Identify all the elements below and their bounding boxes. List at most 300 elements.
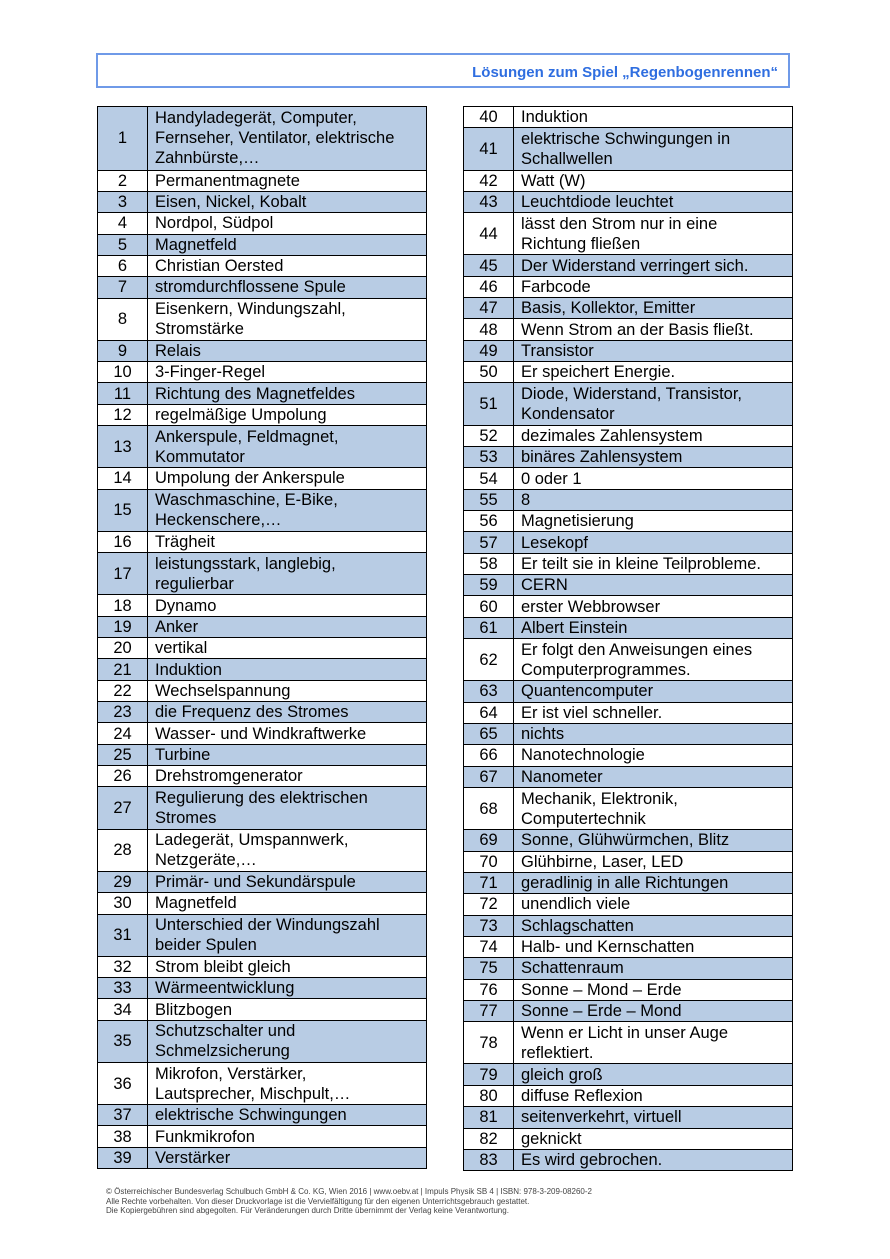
answer-number: 75 (464, 958, 514, 979)
table-row (98, 1020, 427, 1062)
answer-line: elektrische Schwingungen (155, 1106, 347, 1125)
answer-number: 63 (464, 681, 514, 702)
answer-number: 11 (98, 383, 148, 404)
answer-text (514, 1085, 793, 1106)
answer-text (514, 383, 793, 425)
answer-line: Computertechnik (521, 809, 646, 828)
answer-line: vertikal (155, 639, 208, 658)
table-row (98, 298, 427, 340)
table-row (464, 872, 793, 893)
table-row (98, 787, 427, 829)
answer-text (514, 958, 793, 979)
answer-text (514, 788, 793, 830)
table-row (98, 638, 427, 659)
answer-text (148, 680, 427, 701)
answer-number: 27 (98, 787, 148, 829)
answer-line: Er teilt sie in kleine Teilprobleme. (521, 554, 761, 573)
answer-number: 19 (98, 616, 148, 637)
table-row (98, 1147, 427, 1168)
answer-text (514, 872, 793, 893)
table-row (98, 1105, 427, 1126)
answer-text (148, 191, 427, 212)
answer-line: Wenn er Licht in unser Auge (521, 1023, 728, 1042)
table-row (98, 404, 427, 425)
answer-text (148, 999, 427, 1020)
answer-number: 55 (464, 489, 514, 510)
answer-number: 48 (464, 319, 514, 340)
answer-text (148, 468, 427, 489)
answer-number: 67 (464, 766, 514, 787)
answer-number: 51 (464, 383, 514, 425)
answer-text (148, 659, 427, 680)
answer-line: Eisenkern, Windungszahl, (155, 300, 346, 319)
answer-text (148, 213, 427, 234)
answer-number: 7 (98, 277, 148, 298)
answer-text (148, 616, 427, 637)
answer-number: 68 (464, 788, 514, 830)
table-row (98, 553, 427, 595)
table-row (464, 979, 793, 1000)
answer-number: 4 (98, 213, 148, 234)
answer-text (514, 617, 793, 638)
answer-line: geknickt (521, 1129, 582, 1148)
answer-number: 35 (98, 1020, 148, 1062)
answer-number: 1 (98, 107, 148, 171)
table-row (98, 702, 427, 723)
table-row (464, 468, 793, 489)
answer-line: Richtung fließen (521, 234, 641, 253)
answer-line: leistungsstark, langlebig, (155, 554, 336, 573)
answer-text (514, 702, 793, 723)
answer-number: 78 (464, 1022, 514, 1064)
answer-line: Er folgt den Anweisungen eines (521, 640, 753, 659)
table-row (98, 978, 427, 999)
table-row (98, 191, 427, 212)
answer-number: 80 (464, 1085, 514, 1106)
answer-line: Anker (155, 617, 199, 636)
answer-line: Waschmaschine, E-Bike, (155, 491, 338, 510)
answer-number: 18 (98, 595, 148, 616)
answer-number: 44 (464, 213, 514, 255)
table-row (464, 128, 793, 170)
answer-number: 6 (98, 255, 148, 276)
answer-line: Kommutator (155, 447, 245, 466)
answer-number: 40 (464, 107, 514, 128)
answer-text (514, 532, 793, 553)
table-row (464, 788, 793, 830)
answer-line: Regulierung des elektrischen (155, 789, 368, 808)
answer-text (148, 234, 427, 255)
answer-number: 28 (98, 829, 148, 871)
table-row (464, 362, 793, 383)
answer-text (148, 638, 427, 659)
table-row (464, 596, 793, 617)
table-row (464, 425, 793, 446)
table-row (98, 362, 427, 383)
table-row (464, 532, 793, 553)
answer-number: 8 (98, 298, 148, 340)
table-row (464, 1107, 793, 1128)
table-row (464, 745, 793, 766)
answer-number: 71 (464, 872, 514, 893)
answer-text (148, 531, 427, 552)
answer-number: 16 (98, 531, 148, 552)
table-row (98, 723, 427, 744)
answer-line: Turbine (155, 745, 211, 764)
table-row (464, 511, 793, 532)
table-row (464, 723, 793, 744)
answer-line: stromdurchflossene Spule (155, 278, 346, 297)
table-row (98, 893, 427, 914)
answer-number: 76 (464, 979, 514, 1000)
answer-line: Verstärker (155, 1148, 231, 1167)
answer-text (148, 340, 427, 361)
answer-text (148, 871, 427, 892)
answer-text (148, 383, 427, 404)
table-row (464, 255, 793, 276)
table-row (98, 659, 427, 680)
table-row (464, 553, 793, 574)
answer-text (514, 298, 793, 319)
answer-line: Relais (155, 341, 201, 360)
table-row (98, 1062, 427, 1104)
answer-line: Mechanik, Elektronik, (521, 789, 678, 808)
table-row (464, 170, 793, 191)
table-row (98, 744, 427, 765)
answer-text (514, 340, 793, 361)
table-row (464, 213, 793, 255)
answer-line: Diode, Widerstand, Transistor, (521, 385, 743, 404)
answer-line: Stromes (155, 809, 217, 828)
answer-text (514, 1107, 793, 1128)
table-row (98, 531, 427, 552)
answer-line: CERN (521, 576, 568, 595)
answer-line: Er speichert Energie. (521, 363, 676, 382)
answer-line: Netzgeräte,… (155, 851, 257, 870)
answer-text (148, 744, 427, 765)
answer-line: diffuse Reflexion (521, 1086, 643, 1105)
answer-text (514, 1149, 793, 1170)
answer-line: 3-Finger-Regel (155, 363, 266, 382)
answer-line: regulierbar (155, 574, 234, 593)
answer-text (514, 489, 793, 510)
answer-text (148, 702, 427, 723)
table-row (464, 1085, 793, 1106)
answer-number: 13 (98, 426, 148, 468)
answer-number: 57 (464, 532, 514, 553)
table-row (464, 915, 793, 936)
answer-line: Funkmikrofon (155, 1127, 255, 1146)
table-row (464, 447, 793, 468)
table-row (464, 702, 793, 723)
answer-text (514, 1000, 793, 1021)
footer-line: © Österreichischer Bundesverlag Schulbuch GmbH & Co. KG, Wien 2016 | www.oebv.at | Impuls Physik SB 4 | ISBN: 978-3-209-08260-2 (106, 1187, 592, 1196)
answer-number: 36 (98, 1062, 148, 1104)
answer-line: Nordpol, Südpol (155, 214, 274, 233)
answer-text (148, 978, 427, 999)
answer-line: Permanentmagnete (155, 171, 300, 190)
table-row (98, 956, 427, 977)
answer-line: Watt (W) (521, 171, 586, 190)
answer-line: beider Spulen (155, 936, 257, 955)
table-row (98, 766, 427, 787)
answer-line: Transistor (521, 341, 594, 360)
answer-text (514, 213, 793, 255)
answer-text (514, 170, 793, 191)
footer-line: Alle Rechte vorbehalten. Von dieser Druckvorlage ist die Vervielfältigung für den eigenen Unterrichtsgebrauch gestattet. (106, 1196, 530, 1206)
answer-number: 70 (464, 851, 514, 872)
answer-number: 32 (98, 956, 148, 977)
answer-text (514, 319, 793, 340)
answer-text (514, 766, 793, 787)
answer-line: Richtung des Magnetfeldes (155, 384, 355, 403)
table-row (98, 616, 427, 637)
table-row (464, 1022, 793, 1064)
answer-line: Induktion (155, 660, 222, 679)
page-title: Lösungen zum Spiel „Regenbogenrennen“ (472, 64, 778, 81)
answer-line: Leuchtdiode leuchtet (521, 193, 674, 212)
answer-number: 58 (464, 553, 514, 574)
answer-text (148, 723, 427, 744)
answer-text (514, 511, 793, 532)
answer-number: 65 (464, 723, 514, 744)
table-row (464, 191, 793, 212)
answer-number: 37 (98, 1105, 148, 1126)
answer-line: Der Widerstand verringert sich. (521, 256, 749, 275)
answer-text (514, 1022, 793, 1064)
answer-line: Quantencomputer (521, 682, 654, 701)
answer-line: die Frequenz des Stromes (155, 703, 349, 722)
answer-line: lässt den Strom nur in eine (521, 214, 718, 233)
table-row (464, 1149, 793, 1170)
answer-number: 61 (464, 617, 514, 638)
answer-line: Wenn Strom an der Basis fließt. (521, 320, 754, 339)
answer-number: 26 (98, 766, 148, 787)
answer-number: 62 (464, 639, 514, 681)
answer-line: Zahnbürste,… (155, 149, 260, 168)
answer-number: 14 (98, 468, 148, 489)
answer-line: Kondensator (521, 405, 615, 424)
answer-line: 0 oder 1 (521, 469, 582, 488)
answer-text (148, 107, 427, 171)
answer-text (148, 404, 427, 425)
answer-number: 23 (98, 702, 148, 723)
answer-number: 79 (464, 1064, 514, 1085)
answer-number: 30 (98, 893, 148, 914)
answer-line: Christian Oersted (155, 257, 284, 276)
answer-line: dezimales Zahlensystem (521, 426, 703, 445)
answer-number: 34 (98, 999, 148, 1020)
table-row (98, 914, 427, 956)
answer-number: 74 (464, 936, 514, 957)
table-row (464, 276, 793, 297)
answer-number: 39 (98, 1147, 148, 1168)
answer-number: 12 (98, 404, 148, 425)
answer-line: Umpolung der Ankerspule (155, 469, 345, 488)
answer-text (148, 766, 427, 787)
answer-text (148, 277, 427, 298)
table-row (98, 999, 427, 1020)
answer-line: Induktion (521, 108, 588, 127)
answer-number: 47 (464, 298, 514, 319)
answer-number: 3 (98, 191, 148, 212)
answer-number: 43 (464, 191, 514, 212)
answer-text (148, 956, 427, 977)
table-row (464, 681, 793, 702)
answer-text (514, 128, 793, 170)
answer-number: 22 (98, 680, 148, 701)
answer-text (148, 914, 427, 956)
table-row (464, 958, 793, 979)
answer-text (514, 255, 793, 276)
answer-line: Magnetisierung (521, 512, 634, 531)
answer-line: erster Webbrowser (521, 597, 661, 616)
answer-line: Sonne – Erde – Mond (521, 1002, 682, 1021)
answer-number: 33 (98, 978, 148, 999)
answer-line: Albert Einstein (521, 618, 628, 637)
answer-text (514, 1064, 793, 1085)
answer-text (514, 596, 793, 617)
answer-line: Lautsprecher, Mischpult,… (155, 1084, 351, 1103)
answer-text (514, 447, 793, 468)
answer-line: Blitzbogen (155, 1000, 233, 1019)
answer-number: 54 (464, 468, 514, 489)
answer-number: 17 (98, 553, 148, 595)
answer-number: 20 (98, 638, 148, 659)
answer-text (148, 298, 427, 340)
answer-line: Stromstärke (155, 320, 244, 339)
header-box (96, 53, 790, 88)
table-row (98, 383, 427, 404)
answer-line: Dynamo (155, 596, 217, 615)
answer-line: reflektiert. (521, 1043, 594, 1062)
answer-text (514, 830, 793, 851)
answer-text (148, 595, 427, 616)
answer-text (514, 894, 793, 915)
table-row (464, 936, 793, 957)
answer-text (148, 362, 427, 383)
answer-number: 15 (98, 489, 148, 531)
answer-line: Fernseher, Ventilator, elektrische (155, 129, 395, 148)
answer-line: Mikrofon, Verstärker, (155, 1064, 307, 1083)
table-row (98, 829, 427, 871)
answer-line: Handyladegerät, Computer, (155, 109, 357, 128)
answer-number: 82 (464, 1128, 514, 1149)
answer-number: 31 (98, 914, 148, 956)
table-row (464, 1000, 793, 1021)
answer-number: 72 (464, 894, 514, 915)
answer-number: 52 (464, 425, 514, 446)
table-row (98, 489, 427, 531)
table-row (464, 107, 793, 128)
answer-line: Schlagschatten (521, 916, 634, 935)
answer-line: Ankerspule, Feldmagnet, (155, 427, 339, 446)
answer-text (514, 575, 793, 596)
answer-number: 21 (98, 659, 148, 680)
answer-line: Halb- und Kernschatten (521, 938, 695, 957)
answer-text (148, 170, 427, 191)
answer-text (148, 1105, 427, 1126)
answer-text (148, 1062, 427, 1104)
answer-number: 24 (98, 723, 148, 744)
table-row (464, 617, 793, 638)
answer-line: Es wird gebrochen. (521, 1151, 663, 1170)
answer-text (148, 787, 427, 829)
answer-line: Magnetfeld (155, 235, 237, 254)
answer-text (514, 276, 793, 297)
answer-line: Drehstromgenerator (155, 767, 303, 786)
table-row (464, 340, 793, 361)
answer-line: Schallwellen (521, 149, 613, 168)
table-row (98, 234, 427, 255)
answer-text (148, 1020, 427, 1062)
answer-text (514, 936, 793, 957)
answer-number: 9 (98, 340, 148, 361)
answer-text (514, 1128, 793, 1149)
answer-line: gleich groß (521, 1065, 603, 1084)
table-row (98, 595, 427, 616)
answer-text (148, 426, 427, 468)
table-row (464, 575, 793, 596)
answer-line: Schmelzsicherung (155, 1042, 290, 1061)
answer-text (514, 362, 793, 383)
answer-text (514, 107, 793, 128)
answer-number: 25 (98, 744, 148, 765)
answer-number: 60 (464, 596, 514, 617)
answer-text (514, 979, 793, 1000)
answer-line: Wasser- und Windkraftwerke (155, 724, 367, 743)
answer-number: 83 (464, 1149, 514, 1170)
answer-number: 73 (464, 915, 514, 936)
answer-number: 81 (464, 1107, 514, 1128)
table-row (98, 107, 427, 171)
answer-line: Farbcode (521, 277, 591, 296)
table-row (98, 1126, 427, 1147)
table-row (464, 830, 793, 851)
answer-line: Trägheit (155, 533, 215, 552)
answer-text (148, 893, 427, 914)
answer-line: Strom bleibt gleich (155, 957, 291, 976)
answer-line: Wärmeentwicklung (155, 979, 295, 998)
solutions-table-right (463, 106, 793, 1171)
table-row (98, 277, 427, 298)
answer-text (514, 425, 793, 446)
answer-line: Primär- und Sekundärspule (155, 873, 356, 892)
answer-line: Eisen, Nickel, Kobalt (155, 193, 307, 212)
table-row (464, 894, 793, 915)
answer-line: Sonne, Glühwürmchen, Blitz (521, 831, 730, 850)
answer-text (514, 745, 793, 766)
answer-line: Nanometer (521, 767, 603, 786)
answer-text (514, 723, 793, 744)
answer-number: 49 (464, 340, 514, 361)
answer-line: Schattenraum (521, 959, 624, 978)
answer-text (514, 553, 793, 574)
copyright-footer (106, 1187, 592, 1216)
answer-number: 38 (98, 1126, 148, 1147)
answer-line: Sonne – Mond – Erde (521, 980, 682, 999)
table-row (98, 426, 427, 468)
table-row (98, 468, 427, 489)
answer-text (148, 829, 427, 871)
answer-line: Heckenschere,… (155, 511, 282, 530)
answer-line: Schutzschalter und (155, 1022, 296, 1041)
table-row (464, 766, 793, 787)
table-row (98, 255, 427, 276)
answer-text (148, 1126, 427, 1147)
answer-line: Ladegerät, Umspannwerk, (155, 831, 349, 850)
answer-number: 53 (464, 447, 514, 468)
